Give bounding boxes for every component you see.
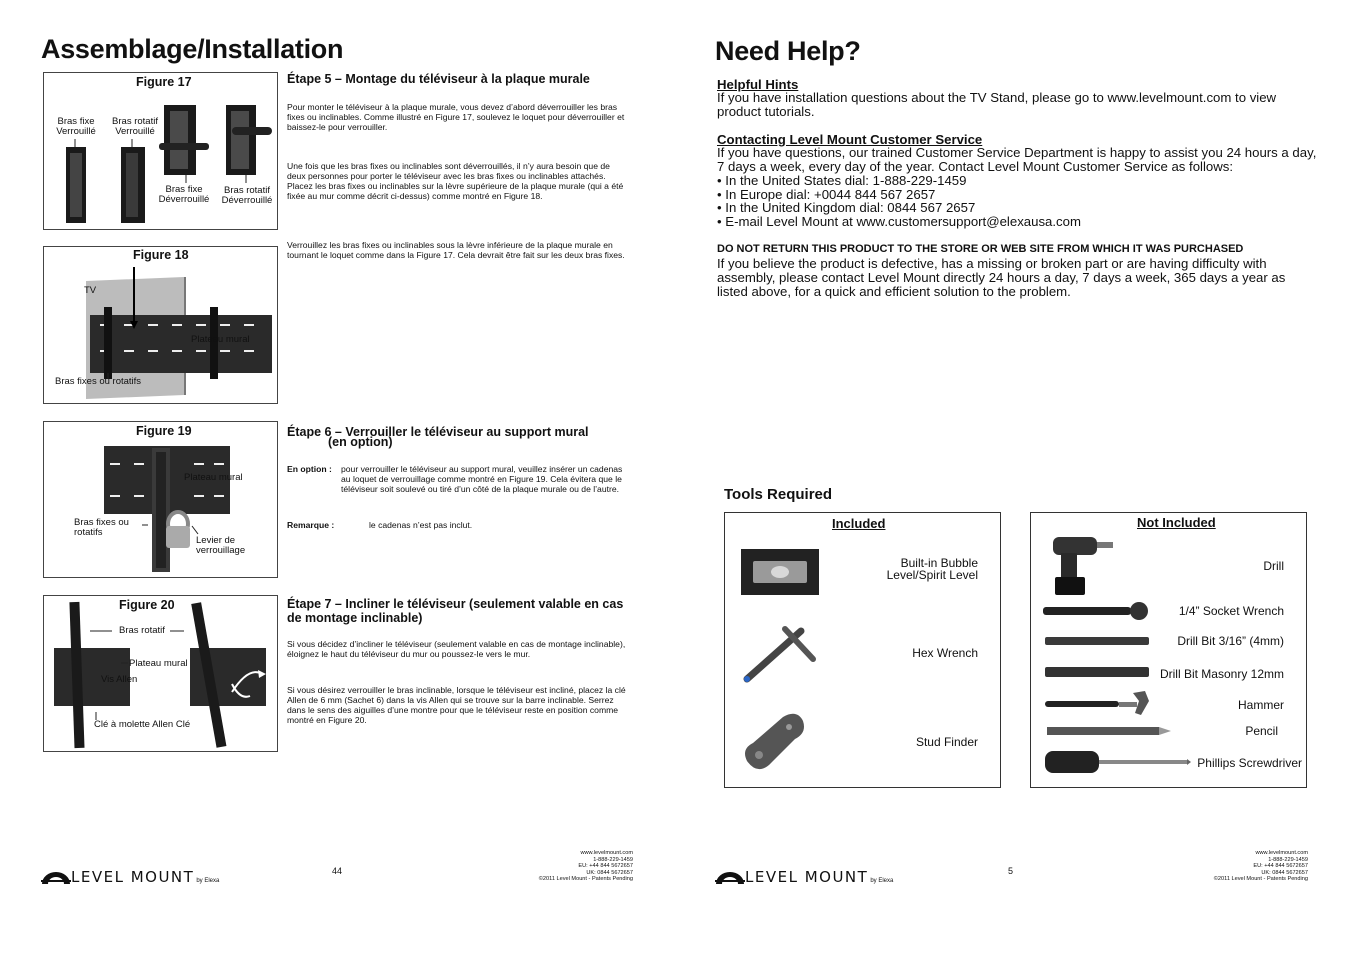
figure-title: Figure 20 xyxy=(119,598,175,612)
footer-line: EU: +44 844 5672657 xyxy=(1253,863,1308,870)
step7-paragraph-1: Si vous décidez d’incliner le téléviseur (seulement valable en cas de montage inclinable), éloignez le haut du téléviseur du mur ou poussez-le vers le mur. xyxy=(287,639,626,659)
contact-text: If you have questions, our trained Customer Service Department is happy to assist you 24 hours a day, 7 days a week, every day of the year. Contact Level Mount Customer Service as follows: xyxy=(717,145,1317,174)
tool-label-socket-wrench: 1/4” Socket Wrench xyxy=(1178,604,1284,618)
tools-heading: Tools Required xyxy=(724,486,833,503)
contact-item-uk: • In the United Kingdom dial: 0844 567 2657 xyxy=(717,200,976,215)
step5-paragraph-1: Pour monter le téléviseur à la plaque murale, vous devez d’abord déverrouiller les bras fixes ou inclinables. Comme illustré en Figure 17, soulevez le loquet pour déverrouiller et baissez-le pour verrouiller. xyxy=(287,102,625,132)
footer-contact-right xyxy=(1195,850,1308,883)
step6-note-label: Remarque : xyxy=(287,520,335,530)
step6-option-label: En option : xyxy=(287,464,332,474)
footer-line: EU: +44 844 5672657 xyxy=(578,863,633,870)
drill-bit-icon xyxy=(1045,635,1151,647)
figure-title: Figure 19 xyxy=(136,424,192,438)
not-included-tools-box xyxy=(1030,512,1307,788)
footer-line: UK: 0844 5672657 xyxy=(586,869,633,876)
brand-name: LEVEL MOUNT xyxy=(745,868,869,886)
masonry-bit-icon xyxy=(1045,665,1151,679)
included-heading: Included xyxy=(832,516,886,531)
drill-icon xyxy=(1045,533,1115,597)
label-wall-plate: Plateau mural xyxy=(184,472,243,483)
footer-line: ©2011 Level Mount - Patents Pending xyxy=(1213,876,1308,883)
figure-19 xyxy=(43,421,278,578)
step6-option-text: pour verrouiller le téléviseur au support mural, veuillez insérer un cadenas au loquet de verrouillage comme montré en Figure 19. Cela évitera que le téléviseur soit soulevé ou tiré d’un côté de la plaque murale ou de l’autre. xyxy=(341,464,623,494)
footer-line: www.levelmount.com xyxy=(1255,850,1308,856)
step6-note-text: le cadenas n’est pas inclut. xyxy=(369,520,473,530)
contact-item-europe: • In Europe dial: +0044 844 567 2657 xyxy=(717,187,936,202)
label-arms: Bras fixes ou rotatifs xyxy=(55,376,142,387)
tool-label-level: Built-in Bubble Level/Spirit Level xyxy=(886,556,978,582)
step5-paragraph-2: Une fois que les bras fixes ou inclinables sont déverrouillés, il n’y aura besoin que de deux personnes pour porter le téléviseur avec les bras fixes ou inclinables attachés. Placez les bras fixes ou inclinables sur la lèvre supérieure de la plaque murale (qui a été fixée au mur comme décrit ci-dessus) comme montré en Figure 18. xyxy=(287,161,624,201)
step6-title-line2: (en option) xyxy=(328,435,393,449)
brand-name: LEVEL MOUNT xyxy=(71,868,195,886)
screwdriver-icon xyxy=(1045,749,1191,775)
figure-title: Figure 18 xyxy=(133,248,189,262)
label-rotating-arm: Bras rotatif xyxy=(119,625,165,636)
stud-finder-icon xyxy=(739,709,809,775)
pencil-icon xyxy=(1047,725,1171,737)
tool-label-drill: Drill xyxy=(1263,559,1284,573)
tool-label-hammer: Hammer xyxy=(1237,698,1284,712)
contact-item-email: • E-mail Level Mount at www.customersupport@elexausa.com xyxy=(717,214,1081,229)
label-rotating-unlocked: Bras rotatif Déverrouillé xyxy=(221,185,273,206)
socket-wrench-icon xyxy=(1043,601,1155,621)
not-included-heading: Not Included xyxy=(1137,515,1216,530)
page-number-right: 5 xyxy=(1008,866,1014,876)
included-tools-box xyxy=(724,512,1001,788)
footer-line: ©2011 Level Mount - Patents Pending xyxy=(538,876,633,883)
figure-18 xyxy=(43,246,278,404)
label-wall-plate: Plateau mural xyxy=(129,658,188,669)
footer-line: UK: 0844 5672657 xyxy=(1261,869,1308,876)
label-lock-lever: Levier de verrouillage xyxy=(196,535,246,556)
label-tv: TV xyxy=(84,285,97,296)
label-fixed-locked: Bras fixe Verrouillé xyxy=(56,116,96,137)
contact-item-us: • In the United States dial: 1-888-229-1459 xyxy=(717,173,967,188)
tool-label-screwdriver: Phillips Screwdriver xyxy=(1197,756,1302,770)
footer-line: 1-888-229-1459 xyxy=(1268,856,1308,863)
brand-by: by Elexa xyxy=(196,878,220,884)
step5-paragraph-3: Verrouillez les bras fixes ou inclinables sous la lèvre inférieure de la plaque murale en tournant le loquet comme dans la Figure 17. Cela devrait être fait sur les deux bras fixes. xyxy=(287,240,625,260)
return-warning: DO NOT RETURN THIS PRODUCT TO THE STORE OR WEB SITE FROM WHICH IT WAS PURCHASED xyxy=(717,243,1244,255)
footer-contact-left xyxy=(520,850,633,883)
tool-label-masonry-bit: Drill Bit Masonry 12mm xyxy=(1159,667,1284,681)
label-allen-key: Clé à molette Allen Clé xyxy=(94,719,191,730)
figure-17 xyxy=(43,72,278,230)
tool-label-stud-finder: Stud Finder xyxy=(915,735,978,749)
brand-logo-left xyxy=(41,866,219,886)
brand-by: by Elexa xyxy=(870,878,894,884)
hammer-icon xyxy=(1045,689,1151,717)
brand-logo-right xyxy=(715,866,893,886)
page-title-right: Need Help? xyxy=(715,36,861,66)
figure-title: Figure 17 xyxy=(136,75,192,89)
footer-line: www.levelmount.com xyxy=(580,850,633,856)
helpful-hints-text: If you have installation questions about the TV Stand, please go to www.levelmount.com to view product tutorials. xyxy=(717,90,1277,119)
step7-title: Étape 7 – Incliner le téléviseur (seulement valable en cas de montage inclinable) xyxy=(287,597,624,625)
brand-icon xyxy=(715,866,745,886)
brand-icon xyxy=(41,866,71,886)
page-title-left: Assemblage/Installation xyxy=(41,34,344,64)
bracket-illustration xyxy=(44,73,278,230)
helpful-hints-heading: Helpful Hints xyxy=(717,77,799,92)
label-wall-plate: Plateau mural xyxy=(191,334,250,345)
label-rotating-locked: Bras rotatif Verrouillé xyxy=(112,116,158,137)
tool-label-pencil: Pencil xyxy=(1245,724,1278,738)
contact-heading: Contacting Level Mount Customer Service xyxy=(717,132,983,147)
page-number-left: 44 xyxy=(332,866,343,876)
return-warning-text: If you believe the product is defective, has a missing or broken part or are having difficulty with assembly, please contact Level Mount directly 24 hours a day, 7 days a week, 365 days a year as listed above, for a quick and efficient solution to the problem. xyxy=(717,256,1286,299)
footer-line: 1-888-229-1459 xyxy=(593,856,633,863)
step5-title: Étape 5 – Montage du téléviseur à la plaque murale xyxy=(287,72,590,86)
label-fixed-unlocked: Bras fixe Déverrouillé xyxy=(158,184,210,205)
tool-label-drill-bit: Drill Bit 3/16” (4mm) xyxy=(1177,634,1284,648)
label-arms: Bras fixes ou rotatifs xyxy=(74,517,129,538)
bubble-level-icon xyxy=(741,549,819,595)
label-allen-screw: Vis Allen xyxy=(101,674,138,685)
figure-20 xyxy=(43,595,278,752)
hex-wrench-icon xyxy=(739,621,819,685)
step6-title: Étape 6 – Verrouiller le téléviseur au support mural xyxy=(287,425,589,439)
tool-label-hex-wrench: Hex Wrench xyxy=(912,646,978,660)
step7-paragraph-2: Si vous désirez verrouiller le bras inclinable, lorsque le téléviseur est incliné, placez la clé Allen de 6 mm (Sachet 6) dans la vis Allen qui se trouve sur la barre inclinable. Serrez dans le sens des aiguilles d’une montre pour que le téléviseur reste en position comme montré en Figure 20. xyxy=(287,685,626,725)
